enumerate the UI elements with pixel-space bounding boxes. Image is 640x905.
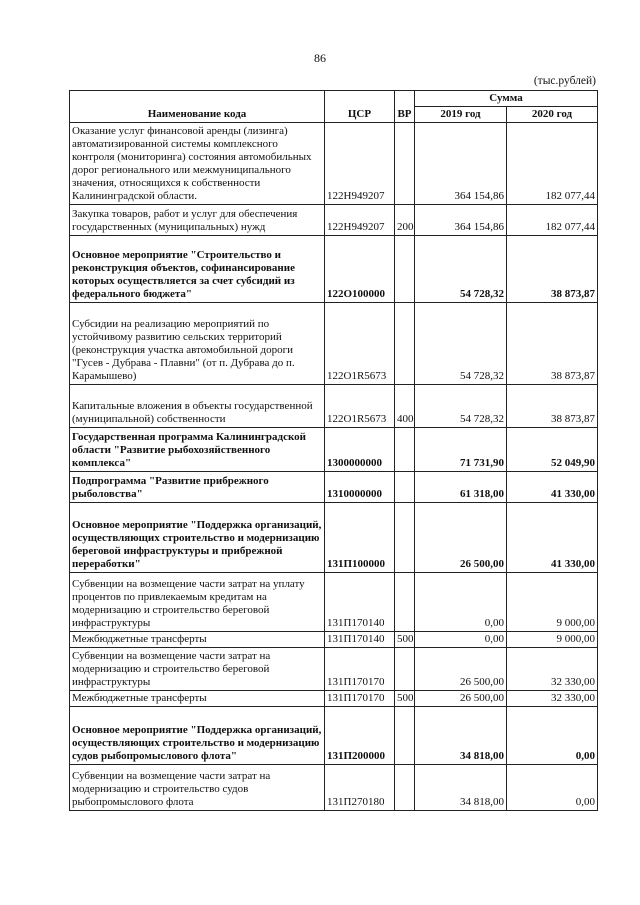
row-name: Оказание услуг финансовой аренды (лизинга) автоматизированной системы комплексного контроля (мониторинга) состояния автомобильных дорог регионального или межмуниципального значения, относящихся к собственности Калининградской области. bbox=[70, 123, 325, 205]
row-sum-2020: 38 873,87 bbox=[507, 236, 598, 303]
row-vr bbox=[395, 573, 415, 632]
row-name: Основное мероприятие "Поддержка организаций, осуществляющих строительство и модернизацию судов рыбопромыслового флота" bbox=[70, 707, 325, 765]
header-name: Наименование кода bbox=[70, 91, 325, 123]
row-name: Субвенции на возмещение части затрат на модернизацию и строительство береговой инфраструктуры bbox=[70, 648, 325, 691]
row-csr: 122Н949207 bbox=[325, 205, 395, 236]
row-csr: 122O100000 bbox=[325, 236, 395, 303]
row-csr: 122O1R5673 bbox=[325, 303, 395, 385]
row-sum-2019: 54 728,32 bbox=[415, 236, 507, 303]
table-row bbox=[70, 236, 598, 303]
row-name: Межбюджетные трансферты bbox=[70, 632, 325, 648]
row-name: Субвенции на возмещение части затрат на уплату процентов по привлекаемым кредитам на модернизацию и строительство береговой инфраструктуры bbox=[70, 573, 325, 632]
row-csr: 131П170170 bbox=[325, 691, 395, 707]
row-vr bbox=[395, 503, 415, 573]
row-csr: 122Н949207 bbox=[325, 123, 395, 205]
row-vr bbox=[395, 303, 415, 385]
table-row bbox=[70, 765, 598, 811]
row-csr: 131П200000 bbox=[325, 707, 395, 765]
row-name: Основное мероприятие "Строительство и реконструкция объектов, софинансирование которых осуществляется за счет субсидий из федерального бюджета" bbox=[70, 236, 325, 303]
row-name: Закупка товаров, работ и услуг для обеспечения государственных (муниципальных) нужд bbox=[70, 205, 325, 236]
row-csr: 131П270180 bbox=[325, 765, 395, 811]
row-vr: 400 bbox=[395, 385, 415, 428]
row-vr: 200 bbox=[395, 205, 415, 236]
row-sum-2020: 182 077,44 bbox=[507, 123, 598, 205]
row-csr: 131П170140 bbox=[325, 632, 395, 648]
row-csr: 1310000000 bbox=[325, 472, 395, 503]
row-sum-2020: 32 330,00 bbox=[507, 648, 598, 691]
header-sum: Сумма bbox=[415, 91, 598, 107]
row-csr: 131П100000 bbox=[325, 503, 395, 573]
header-2020: 2020 год bbox=[507, 107, 598, 123]
row-sum-2019: 61 318,00 bbox=[415, 472, 507, 503]
row-vr bbox=[395, 236, 415, 303]
row-sum-2020: 52 049,90 bbox=[507, 428, 598, 472]
units-label: (тыс.рублей) bbox=[533, 75, 596, 87]
header-csr: ЦСР bbox=[325, 91, 395, 123]
table-row bbox=[70, 428, 598, 472]
row-name: Субсидии на реализацию мероприятий по устойчивому развитию сельских территорий (реконструкция участка автомобильной дороги "Гусев - Дубрава - Плавни" (от п. Дубрава до п. Карамышево) bbox=[70, 303, 325, 385]
row-vr bbox=[395, 707, 415, 765]
row-name: Капитальные вложения в объекты государственной (муниципальной) собственности bbox=[70, 385, 325, 428]
row-sum-2019: 54 728,32 bbox=[415, 385, 507, 428]
table-row bbox=[70, 648, 598, 691]
row-sum-2019: 71 731,90 bbox=[415, 428, 507, 472]
row-vr bbox=[395, 648, 415, 691]
row-vr bbox=[395, 765, 415, 811]
table-row bbox=[70, 632, 598, 648]
row-sum-2020: 41 330,00 bbox=[507, 503, 598, 573]
table-row bbox=[70, 303, 598, 385]
row-name: Основное мероприятие "Поддержка организаций, осуществляющих строительство и модернизацию береговой инфраструктуры и прибрежной переработки" bbox=[70, 503, 325, 573]
row-sum-2019: 54 728,32 bbox=[415, 303, 507, 385]
row-sum-2019: 26 500,00 bbox=[415, 503, 507, 573]
row-sum-2020: 9 000,00 bbox=[507, 632, 598, 648]
table-row bbox=[70, 707, 598, 765]
row-name: Субвенции на возмещение части затрат на модернизацию и строительство судов рыбопромыслового флота bbox=[70, 765, 325, 811]
header-vr: ВР bbox=[395, 91, 415, 123]
row-sum-2020: 0,00 bbox=[507, 765, 598, 811]
table-row bbox=[70, 385, 598, 428]
row-sum-2020: 41 330,00 bbox=[507, 472, 598, 503]
row-sum-2019: 26 500,00 bbox=[415, 648, 507, 691]
row-sum-2019: 0,00 bbox=[415, 632, 507, 648]
row-sum-2019: 34 818,00 bbox=[415, 765, 507, 811]
row-name: Подпрограмма "Развитие прибрежного рыболовства" bbox=[70, 472, 325, 503]
row-csr: 131П170170 bbox=[325, 648, 395, 691]
row-csr: 1300000000 bbox=[325, 428, 395, 472]
row-sum-2020: 38 873,87 bbox=[507, 303, 598, 385]
row-sum-2019: 364 154,86 bbox=[415, 205, 507, 236]
row-sum-2020: 32 330,00 bbox=[507, 691, 598, 707]
table-row bbox=[70, 472, 598, 503]
row-name: Государственная программа Калининградской области "Развитие рыбохозяйственного комплекса" bbox=[70, 428, 325, 472]
row-sum-2019: 0,00 bbox=[415, 573, 507, 632]
row-sum-2019: 26 500,00 bbox=[415, 691, 507, 707]
row-vr bbox=[395, 123, 415, 205]
row-csr: 131П170140 bbox=[325, 573, 395, 632]
budget-table bbox=[69, 90, 598, 811]
row-csr: 122O1R5673 bbox=[325, 385, 395, 428]
row-sum-2019: 364 154,86 bbox=[415, 123, 507, 205]
header-2019: 2019 год bbox=[415, 107, 507, 123]
table-row bbox=[70, 123, 598, 205]
table-row bbox=[70, 205, 598, 236]
page-number: 86 bbox=[314, 51, 326, 65]
row-vr bbox=[395, 428, 415, 472]
row-vr: 500 bbox=[395, 691, 415, 707]
row-sum-2020: 182 077,44 bbox=[507, 205, 598, 236]
row-sum-2020: 0,00 bbox=[507, 707, 598, 765]
row-sum-2020: 38 873,87 bbox=[507, 385, 598, 428]
table-row bbox=[70, 691, 598, 707]
table-row bbox=[70, 573, 598, 632]
row-vr: 500 bbox=[395, 632, 415, 648]
row-vr bbox=[395, 472, 415, 503]
row-sum-2020: 9 000,00 bbox=[507, 573, 598, 632]
table-row bbox=[70, 503, 598, 573]
row-sum-2019: 34 818,00 bbox=[415, 707, 507, 765]
row-name: Межбюджетные трансферты bbox=[70, 691, 325, 707]
